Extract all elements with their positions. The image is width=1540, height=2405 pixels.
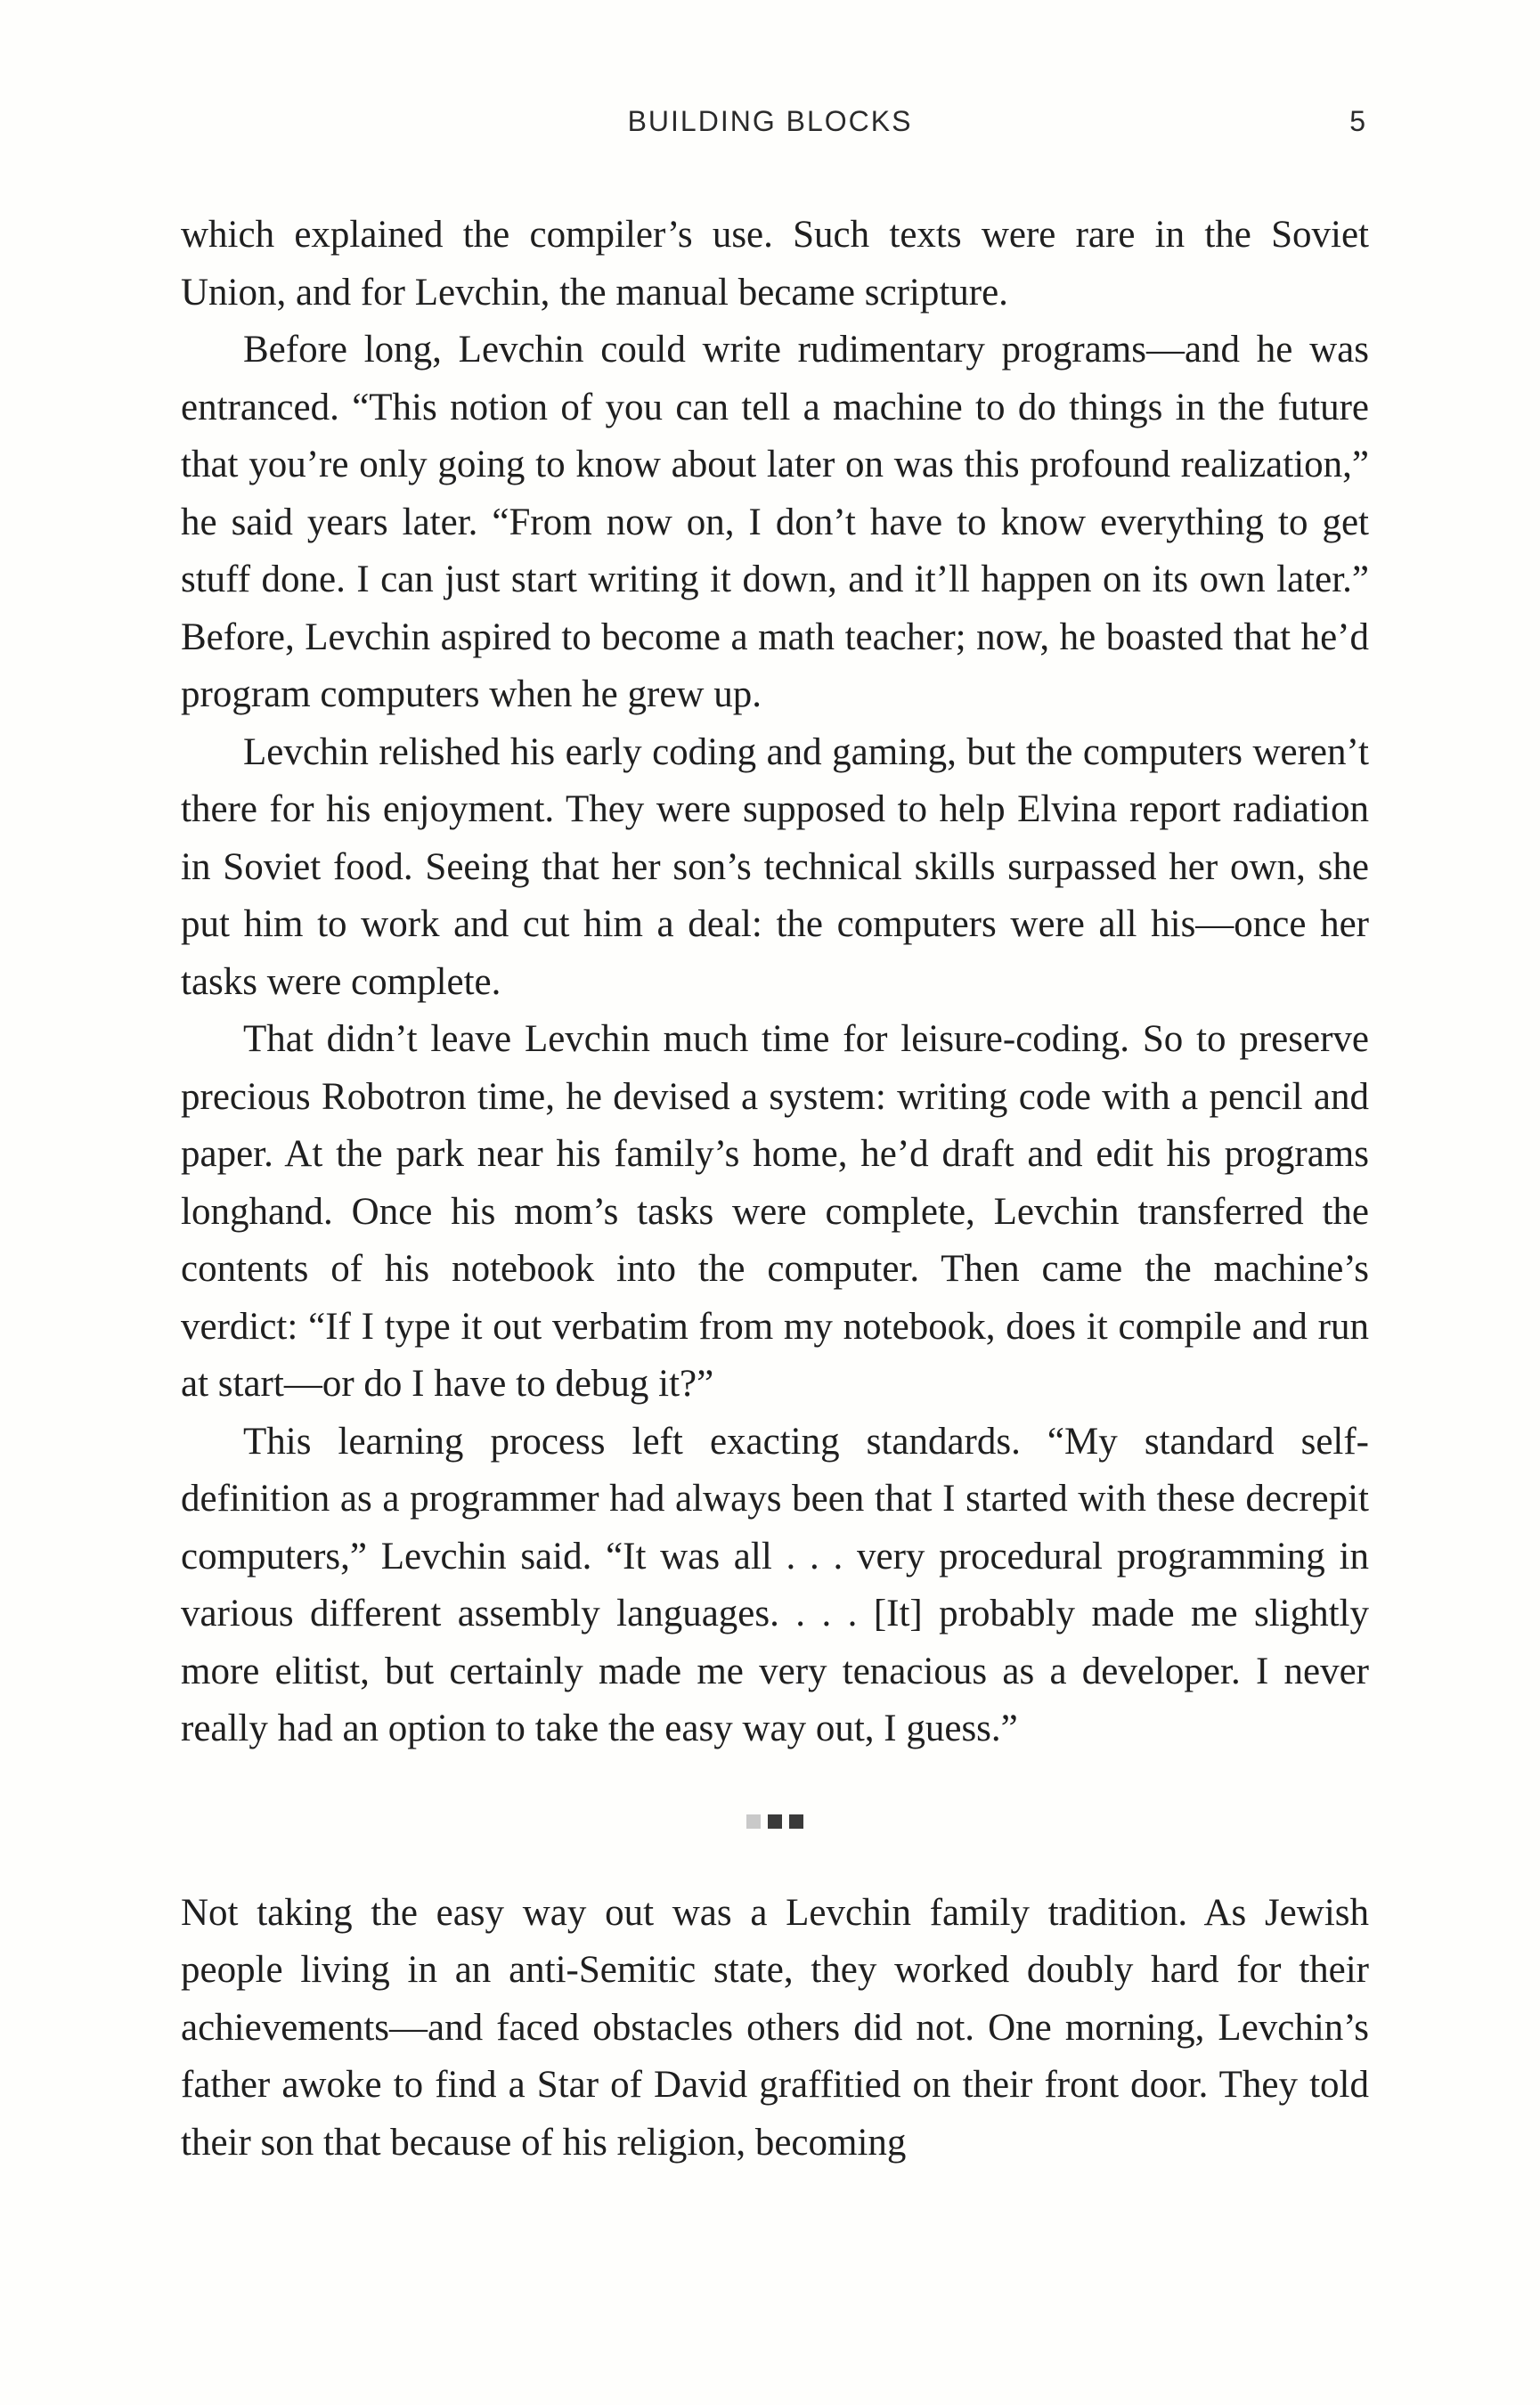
ornament-square-icon — [746, 1814, 761, 1829]
section-break-ornament — [181, 1758, 1369, 1885]
running-head: BUILDING BLOCKS — [627, 105, 913, 137]
paragraph: That didn’t leave Levchin much time for leisure-coding. So to preserve precious Robotron time, he devised a system: writing code with a pencil and paper. At the park near his family’s home, he’d draft and edit his programs longhand. Once his mom’s tasks were complete, Levchin transferred the contents of his notebook into the computer. Then came the machine’s verdict: “If I type it out verbatim from my notebook, does it compile and run at start—or do I have to debug it?” — [181, 1018, 1369, 1405]
paragraph: Levchin relished his early coding and gaming, but the computers weren’t there for his enjoyment. They were supposed to help Elvina report radiation in Soviet food. Seeing that her son’s technical skills surpassed her own, she put him to work and cut him a deal: the computers were all his—once her tasks were complete. — [181, 730, 1369, 1003]
page-number: 5 — [1349, 105, 1365, 137]
paragraph: Before long, Levchin could write rudimentary programs—and he was entranced. “This notion of you can tell a machine to do things in the future that you’re only going to know about later on was this profound realization,” he said years later. “From now on, I don’t have to know everything to get stuff done. I can just start writing it down, and it’ll happen on its own later.” Before, Levchin aspired to become a math teacher; now, he boasted that he’d program computers when he grew up. — [181, 329, 1369, 715]
paragraph-continued: which explained the compiler’s use. Such texts were rare in the Soviet Union, and for Levchin, the manual became scripture. — [181, 214, 1369, 314]
ornament-square-icon — [789, 1814, 803, 1829]
body-text — [181, 207, 1369, 2172]
paragraph-section-start: Not taking the easy way out was a Levchin family tradition. As Jewish people living in an anti-Semitic state, they worked doubly hard for their achievements—and faced obstacles others did not. One morning, Levchin’s father awoke to find a Star of David graffitied on their front door. They told their son that because of his religion, becoming — [181, 1891, 1369, 2164]
paragraph: This learning process left exacting standards. “My standard self-definition as a programmer had always been that I started with these decrepit computers,” Levchin said. “It was all . . . very procedural programming in various different assembly languages. . . . [It] probably made me slightly more elitist, but certainly made me very tenacious as a developer. I never really had an option to take the easy way out, I guess.” — [181, 1420, 1369, 1749]
ornament-square-icon — [768, 1814, 782, 1829]
